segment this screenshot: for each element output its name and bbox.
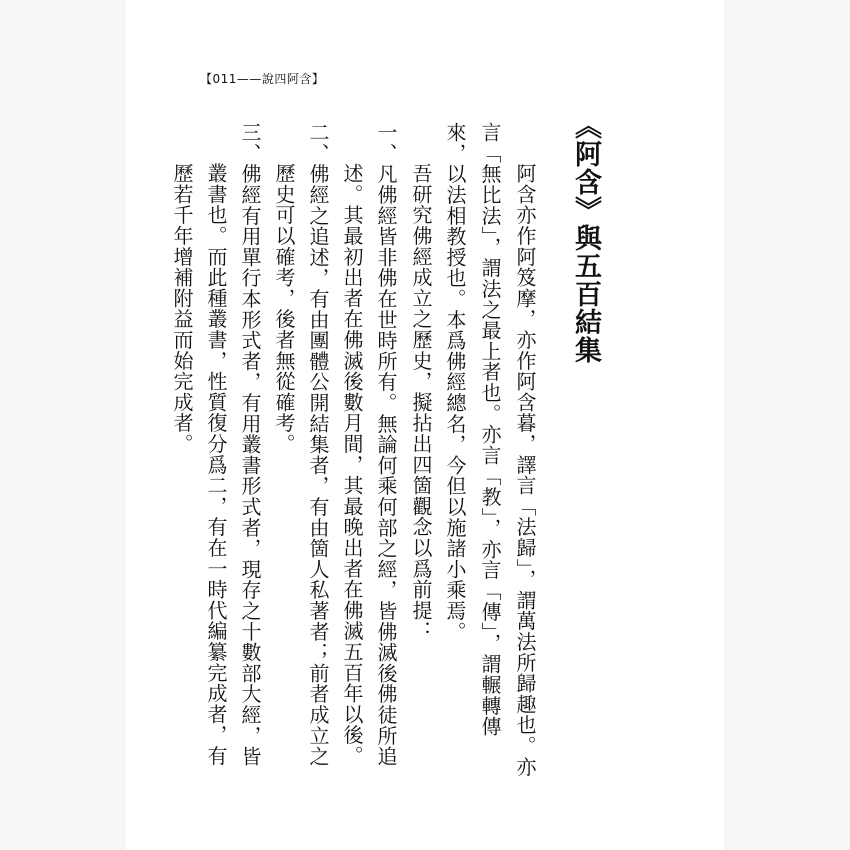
text-line: 阿含亦作阿笈摩，亦作阿含暮，譯言「法歸」，謂萬法所歸趣也。亦 — [513, 163, 537, 777]
text-line: 二、佛經之追述，有由團體公開結集者，有由箇人私著者；前者成立之 — [306, 122, 330, 767]
text-line: 述。其最初出者在佛滅後數月間，其最晚出者在佛滅五百年以後。 — [340, 163, 364, 767]
text-line: 歷若千年增補附益而始完成者。 — [170, 163, 194, 455]
section-title: 《阿含》與五百結集 — [570, 112, 601, 364]
text-line: 叢書也。而此種叢書，性質復分爲二，有在一時代編纂完成者，有 — [204, 163, 228, 767]
text-line: 吾研究佛經成立之歷史，擬拈出四箇觀念以爲前提： — [409, 163, 433, 642]
text-line: 三、佛經有用單行本形式者，有用叢書形式者，現存之十數部大經，皆 — [238, 122, 262, 767]
text-line: 言「無比法」，謂法之最上者也。亦言「教」，亦言「傳」，謂輾轉傳 — [478, 122, 502, 737]
text-line: 來，以法相教授也。本爲佛經總名，今但以施諸小乘焉。 — [443, 122, 467, 642]
text-line: 歷史可以確考，後者無從確考。 — [272, 163, 296, 455]
text-line: 一、凡佛經皆非佛在世時所有。無論何乘何部之經，皆佛滅後佛徒所追 — [374, 122, 398, 767]
running-head: 【011——說四阿含】 — [200, 72, 325, 86]
